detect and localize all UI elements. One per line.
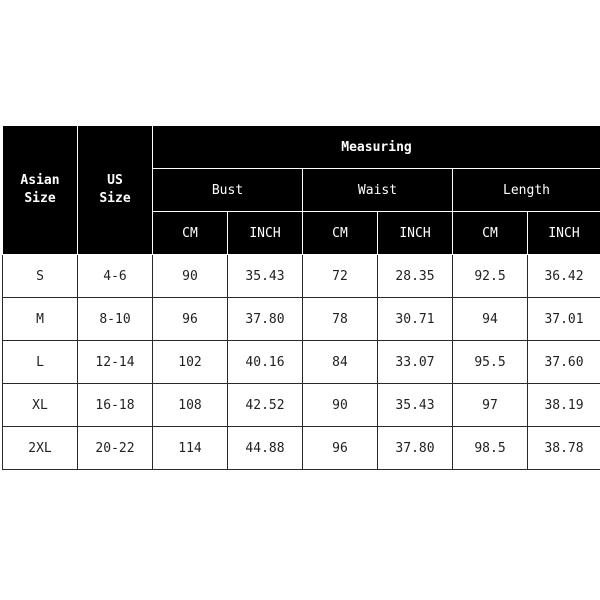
table-body <box>3 255 600 470</box>
cell-length-cm: 94 <box>453 298 528 341</box>
table-row <box>3 298 600 341</box>
cell-length-inch: 38.19 <box>528 384 600 427</box>
header-unit-inch: INCH <box>228 212 303 255</box>
header-unit-inch: INCH <box>528 212 600 255</box>
cell-waist-inch: 35.43 <box>378 384 453 427</box>
header-us-size: US Size <box>78 126 153 255</box>
cell-us-size: 12-14 <box>78 341 153 384</box>
cell-waist-inch: 30.71 <box>378 298 453 341</box>
cell-length-inch: 37.60 <box>528 341 600 384</box>
cell-waist-cm: 78 <box>303 298 378 341</box>
cell-waist-cm: 96 <box>303 427 378 470</box>
table-row <box>3 255 600 298</box>
cell-us-size: 20-22 <box>78 427 153 470</box>
cell-length-cm: 97 <box>453 384 528 427</box>
header-asian-size: Asian Size <box>3 126 78 255</box>
table-row <box>3 427 600 470</box>
header-unit-cm: CM <box>153 212 228 255</box>
header-unit-cm: CM <box>453 212 528 255</box>
cell-asian-size: L <box>3 341 78 384</box>
cell-us-size: 4-6 <box>78 255 153 298</box>
cell-waist-inch: 33.07 <box>378 341 453 384</box>
cell-waist-inch: 37.80 <box>378 427 453 470</box>
header-unit-cm: CM <box>303 212 378 255</box>
cell-bust-inch: 37.80 <box>228 298 303 341</box>
cell-bust-cm: 90 <box>153 255 228 298</box>
cell-us-size: 16-18 <box>78 384 153 427</box>
header-measuring: Measuring <box>153 126 600 169</box>
header-bust: Bust <box>153 169 303 212</box>
cell-bust-cm: 102 <box>153 341 228 384</box>
cell-length-inch: 38.78 <box>528 427 600 470</box>
cell-bust-inch: 44.88 <box>228 427 303 470</box>
cell-us-size: 8-10 <box>78 298 153 341</box>
cell-bust-cm: 96 <box>153 298 228 341</box>
size-chart-table <box>2 125 600 470</box>
cell-bust-inch: 35.43 <box>228 255 303 298</box>
header-length: Length <box>453 169 600 212</box>
cell-waist-cm: 72 <box>303 255 378 298</box>
table-row <box>3 341 600 384</box>
cell-waist-cm: 90 <box>303 384 378 427</box>
cell-length-cm: 98.5 <box>453 427 528 470</box>
cell-asian-size: XL <box>3 384 78 427</box>
cell-length-inch: 37.01 <box>528 298 600 341</box>
cell-waist-inch: 28.35 <box>378 255 453 298</box>
cell-asian-size: 2XL <box>3 427 78 470</box>
cell-asian-size: M <box>3 298 78 341</box>
cell-length-cm: 92.5 <box>453 255 528 298</box>
cell-length-cm: 95.5 <box>453 341 528 384</box>
cell-length-inch: 36.42 <box>528 255 600 298</box>
header-unit-inch: INCH <box>378 212 453 255</box>
header-waist: Waist <box>303 169 453 212</box>
table-row <box>3 384 600 427</box>
cell-bust-inch: 40.16 <box>228 341 303 384</box>
cell-waist-cm: 84 <box>303 341 378 384</box>
cell-bust-cm: 114 <box>153 427 228 470</box>
cell-bust-inch: 42.52 <box>228 384 303 427</box>
cell-asian-size: S <box>3 255 78 298</box>
cell-bust-cm: 108 <box>153 384 228 427</box>
